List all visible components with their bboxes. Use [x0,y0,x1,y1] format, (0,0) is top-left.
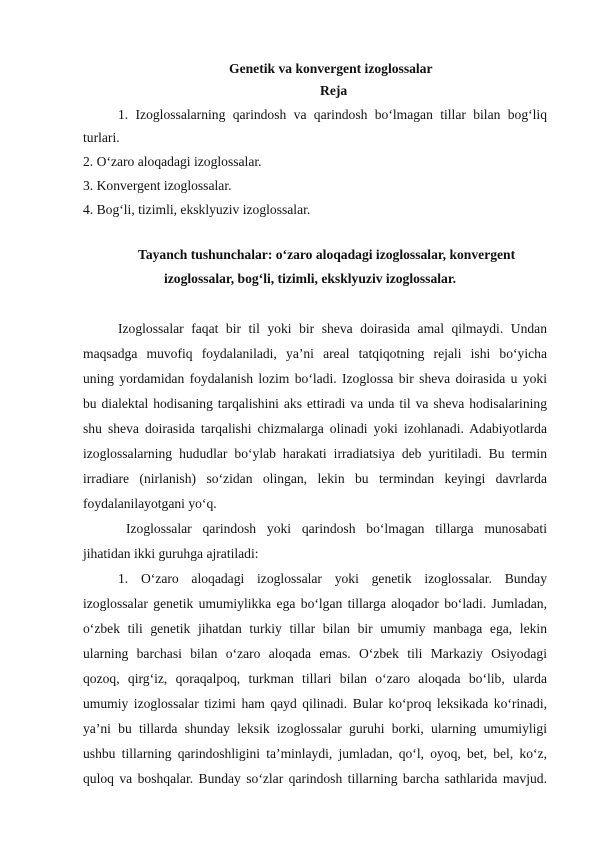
plan-heading: Reja [320,83,348,98]
paragraph-2-line: jihatidan ikki guruhga ajratiladi: [83,546,259,561]
paragraph-1-line: foydalanilayotgani yo‘q. [83,496,217,511]
document-title: Genetik va konvergent izoglossalar [229,61,433,76]
paragraph-3-line: izoglossalar genetik umumiylikka ega bo‘lgan tillarga aloqador bo‘ladi. Jumladan, [83,596,547,611]
paragraph-3-line: qozoq, qirg‘iz, qoraqalpoq, turkman tillari bilan o‘zaro aloqada bo‘lib, ularda [83,671,547,686]
paragraph-3-line: o‘zbek tili genetik jihatdan turkiy tillar bilan bir umumiy manbaga ega, lekin [83,621,547,636]
plan-item-4: 4. Bog‘li, tizimli, eksklyuziv izoglossalar. [83,202,311,217]
paragraph-1-line: uning yordamidan foydalanish lozim bo‘ladi. Izoglossa bir sheva doirasida u yoki [83,371,547,386]
paragraph-3-line: ushbu tillarning qarindoshligini ta’minlaydi, jumladan, qo‘l, oyoq, bet, bel, ko‘z, [83,746,547,761]
paragraph-1-line: irradiare (nirlanish) so‘zidan olingan, lekin bu termindan keyingi davrlarda [83,471,547,486]
paragraph-1-line: maqsadga muvofiq foydalaniladi, ya’ni areal tatqiqotning rejali ishi bo‘yicha [83,346,547,361]
paragraph-1-line: Izoglossalar faqat bir til yoki bir sheva doirasida amal qilmaydi. Undan [118,321,547,336]
plan-item-2: 2. O‘zaro aloqadagi izoglossalar. [83,154,262,169]
paragraph-3-line: umumiy izoglossalar tizimi ham qayd qilinadi. Bular ko‘proq leksikada ko‘rinadi, [83,696,547,711]
plan-item-1: 1. Izoglossalarning qarindosh va qarindosh bo‘lmagan tillar bilan bog‘liq [118,107,547,122]
paragraph-1-line: shu sheva doirasida tarqalishi chizmalarga olinadi yoki izohlanadi. Adabiyotlarda [83,421,547,436]
paragraph-3-line: 1. O‘zaro aloqadagi izoglossalar yoki genetik izoglossalar. Bunday [118,571,547,586]
key-terms-line-2: izoglossalar, bog‘li, tizimli, eksklyuziv izoglossalar. [164,271,457,286]
key-terms-line-1: Tayanch tushunchalar: o‘zaro aloqadagi izoglossalar, konvergent [138,247,516,262]
paragraph-1-line: izoglossalarning hududlar bo‘ylab harakati irradiatsiya deb yuritiladi. Bu termin [83,446,547,461]
paragraph-3-line: ularning barchasi bilan o‘zaro aloqada emas. O‘zbek tili Markaziy Osiyodagi [83,646,547,661]
paragraph-3-line: ya’ni bu tillarda shunday leksik izoglossalar guruhi borki, ularning umumiyligi [83,721,547,736]
plan-item-3: 3. Konvergent izoglossalar. [83,178,232,193]
paragraph-1-line: bu dialektal hodisaning tarqalishini aks ettiradi va unda til va sheva hodisalarining [83,396,547,411]
paragraph-2-line: Izoglossalar qarindosh yoki qarindosh bo‘lmagan tillarga munosabati [126,521,547,536]
paragraph-3-line: quloq va boshqalar. Bunday so‘zlar qarindosh tillarning barcha sathlarida mavjud. [83,771,547,786]
plan-item-1-continued: turlari. [83,130,120,145]
